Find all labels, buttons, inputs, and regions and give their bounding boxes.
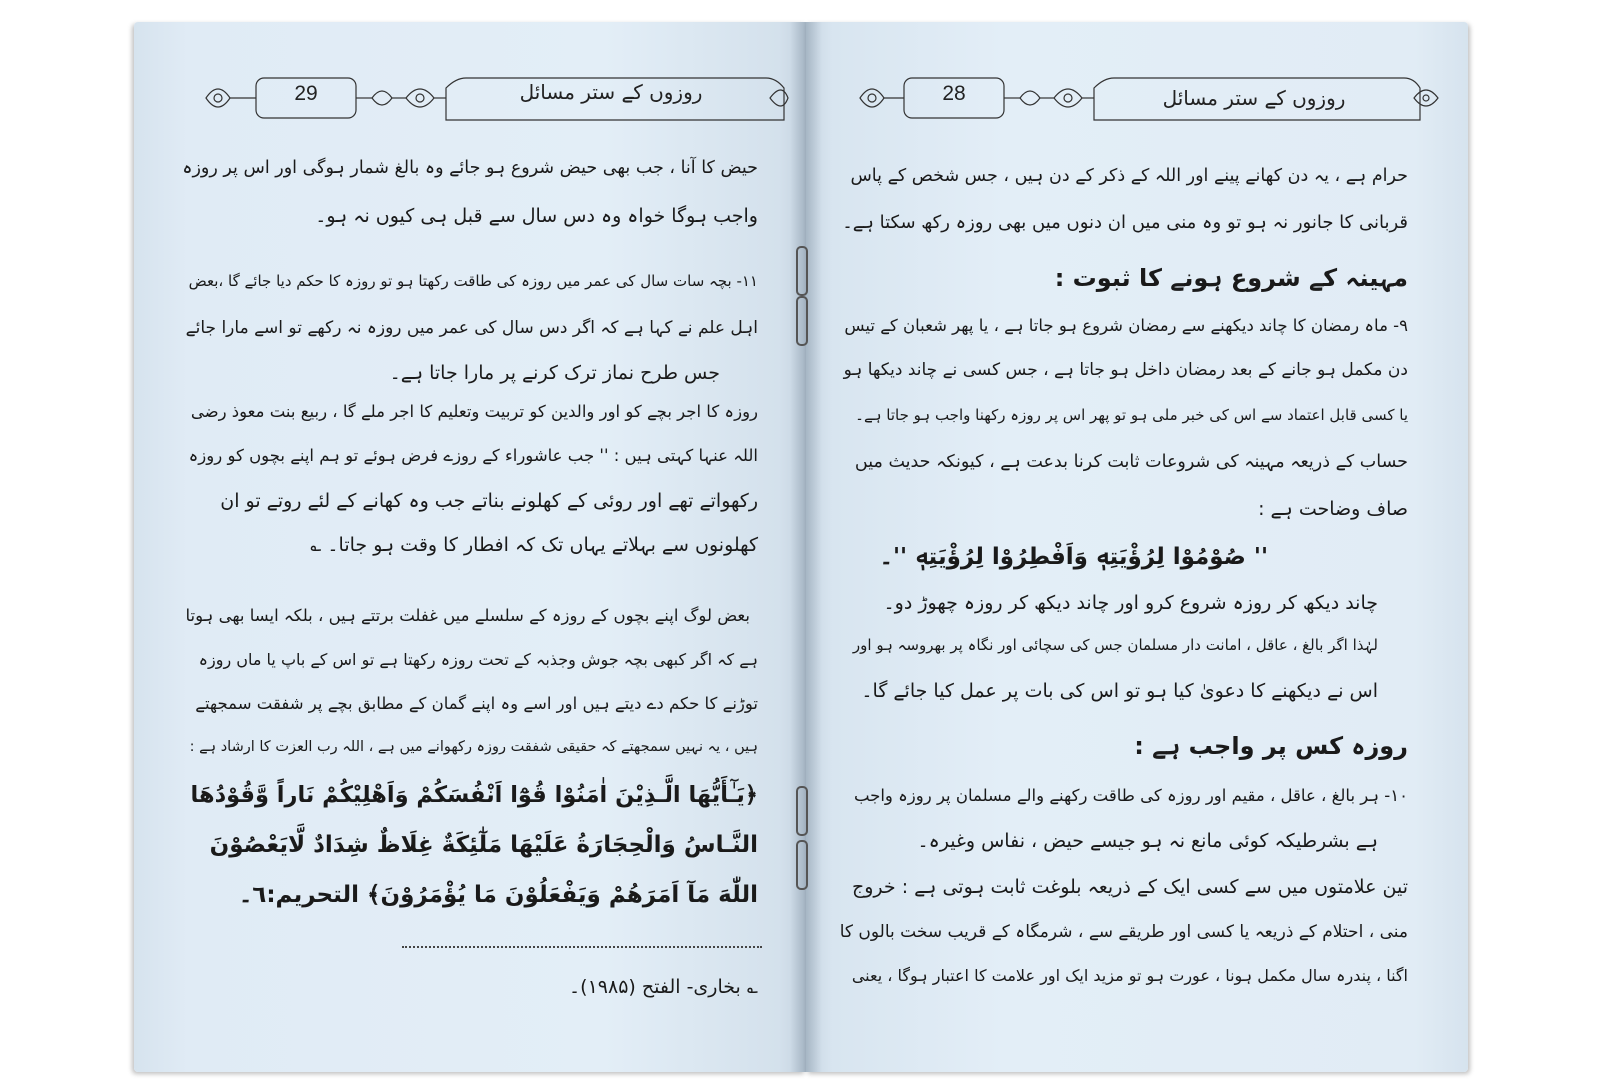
text-line: اس نے دیکھنے کا دعویٰ کیا ہو تو اس کی بات پر عمل کیا جائے گا۔: [861, 680, 1378, 702]
text-line: حساب کے ذریعہ مہینہ کی شروعات ثابت کرنا بدعت ہے ، کیونکہ حدیث میں: [854, 452, 1408, 472]
text-line: ۱۰- ہر بالغ ، عاقل ، مقیم اور روزہ کی طاقت رکھنے والے مسلمان پر روزہ واجب: [853, 786, 1408, 805]
section-heading: روزہ کس پر واجب ہے :: [1134, 732, 1408, 760]
text-line: رکھواتے تھے اور روئی کے کھلونے بناتے جب وہ کھانے کے لئے روتے تو ان: [220, 490, 758, 512]
text-line: اگنا ، پندرہ سال مکمل ہونا ، عورت ہو تو مزید ایک اور علامت کا اعتبار ہوگا ، یعنی: [851, 966, 1408, 985]
right-page: [806, 22, 1468, 1072]
footnote: ؎ بخاری- الفتح (۱۹۸۵)۔: [569, 976, 758, 998]
text-line: ہے کہ اگر کبھی بچہ جوش وجذبہ کے تحت روزہ رکھتا ہے تو اس کے باپ یا ماں روزہ: [198, 650, 758, 669]
text-line: چاند دیکھ کر روزہ شروع کرو اور چاند دیکھ کر روزہ چھوڑ دو۔: [883, 592, 1378, 614]
text-line: کھلونوں سے بہلاتے یہاں تک کہ افطار کا وقت ہو جاتا۔ ؎: [310, 534, 758, 556]
quran-verse-line: النَّـاسُ وَالْحِجَارَةُ عَلَيْهَا مَلٰٓئِكَةٌ غِلَاظٌ شِدَادٌ لَّايَعْصُوْنَ: [209, 832, 758, 858]
right-page-header: [854, 70, 1450, 130]
binding-stitch: [796, 840, 808, 890]
hadith-line: '' صُوْمُوْا لِرُؤْيَتِهٖ وَاَفْطِرُوْا لِرُؤْيَتِهٖ ''۔: [879, 544, 1268, 570]
text-line: قربانی کا جانور نہ ہو تو وہ منی میں ان دنوں میں بھی روزہ رکھ سکتا ہے۔: [842, 212, 1408, 233]
page-number: 28: [942, 82, 966, 105]
page-number: 29: [294, 82, 318, 105]
text-line: تین علامتوں میں سے کسی ایک کے ذریعہ بلوغت ثابت ہوتی ہے : خروج: [851, 876, 1408, 898]
section-heading: مہینہ کے شروع ہونے کا ثبوت :: [1054, 264, 1408, 292]
binding-stitch: [796, 296, 808, 346]
text-line: روزہ کا اجر بچے کو اور والدین کو تربیت وتعلیم کا اجر ملے گا ، ربیع بنت معوذ رضی: [190, 402, 758, 421]
text-line: ہیں ، یہ نہیں سمجھتے کہ حقیقی شفقت روزہ رکھوانے میں ہے ، اللہ رب العزت کا ارشاد ہے :: [189, 739, 758, 755]
text-line: حیض کا آنا ، جب بھی حیض شروع ہو جائے وہ بالغ شمار ہوگی اور اس پر روزہ: [182, 158, 758, 178]
text-line: ۱۱- بچہ سات سال کی عمر میں روزہ کی طاقت رکھتا ہو تو روزہ کا حکم دیا جائے گا ،بعض: [188, 272, 758, 290]
left-page: [134, 22, 806, 1072]
quran-verse-line: اللّٰهَ مَآ اَمَرَهُمْ وَيَفْعَلُوْنَ مَا يُؤْمَرُوْنَ﴾ التحریم:٦۔: [238, 882, 758, 908]
book-spine: [790, 22, 822, 1072]
running-title: روزوں کے ستر مسائل: [1162, 86, 1346, 110]
text-line: یا کسی قابل اعتماد سے اس کی خبر ملی ہو تو پھر اس پر روزہ رکھنا واجب ہو جاتا ہے۔: [855, 406, 1408, 424]
text-line: ہے بشرطیکہ کوئی مانع نہ ہو جیسے حیض ، نفاس وغیرہ۔: [917, 830, 1378, 852]
left-page-header: [196, 70, 792, 130]
right-page-body: [840, 142, 1408, 1042]
text-line: لہٰذا اگر بالغ ، عاقل ، امانت دار مسلمان جس کی سچائی اور نگاہ پر بھروسہ ہو اور: [852, 636, 1378, 654]
binding-stitch: [796, 246, 808, 296]
text-line: اہل علم نے کہا ہے کہ اگر دس سال کی عمر میں روزہ نہ رکھے تو اسے مارا جائے: [185, 318, 758, 338]
text-line: اللہ عنہا کہتی ہیں : '' جب عاشوراء کے روزے فرض ہوئے تو ہم اپنے بچوں کو روزہ: [188, 446, 758, 465]
text-line: ۹- ماہ رمضان کا چاند دیکھنے سے رمضان شروع ہو جاتا ہے ، یا پھر شعبان کے تیس: [844, 316, 1408, 335]
footnote-divider: [402, 946, 762, 948]
text-line: دن مکمل ہو جانے کے بعد رمضان داخل ہو جاتا ہے ، جس کسی نے چاند دیکھا ہو: [843, 360, 1408, 380]
text-line: جس طرح نماز ترک کرنے پر مارا جاتا ہے۔: [389, 362, 720, 384]
binding-stitch: [796, 786, 808, 836]
text-line: منی ، احتلام کے ذریعہ یا کسی اور طریقے سے ، شرمگاہ کے قریب سخت بالوں کا: [839, 922, 1408, 942]
text-line: واجب ہوگا خواہ وہ دس سال سے قبل ہی کیوں نہ ہو۔: [315, 205, 758, 227]
left-page-body: [182, 142, 758, 1042]
text-line: توڑنے کا حکم دے دیتے ہیں اور اسے وہ اپنے گمان کے مطابق بچے پر شفقت سمجھتے: [195, 694, 758, 713]
text-line: بعض لوگ اپنے بچوں کے روزہ کے سلسلے میں غفلت برتتے ہیں ، بلکہ ایسا بھی ہوتا: [185, 606, 750, 625]
text-line: صاف وضاحت ہے :: [1258, 498, 1408, 520]
quran-verse-line: ﴿يَـٰٓأَيُّهَا الَّـذِيْنَ اٰمَنُوْا قُوْٓا اَنْفُسَكُمْ وَاَهْلِيْكُمْ نَاراً وَّقُوْدُهَا: [190, 782, 758, 808]
text-line: حرام ہے ، یہ دن کھانے پینے اور اللہ کے ذکر کے دن ہیں ، جس شخص کے پاس: [850, 166, 1408, 186]
running-title: روزوں کے ستر مسائل: [519, 80, 703, 104]
